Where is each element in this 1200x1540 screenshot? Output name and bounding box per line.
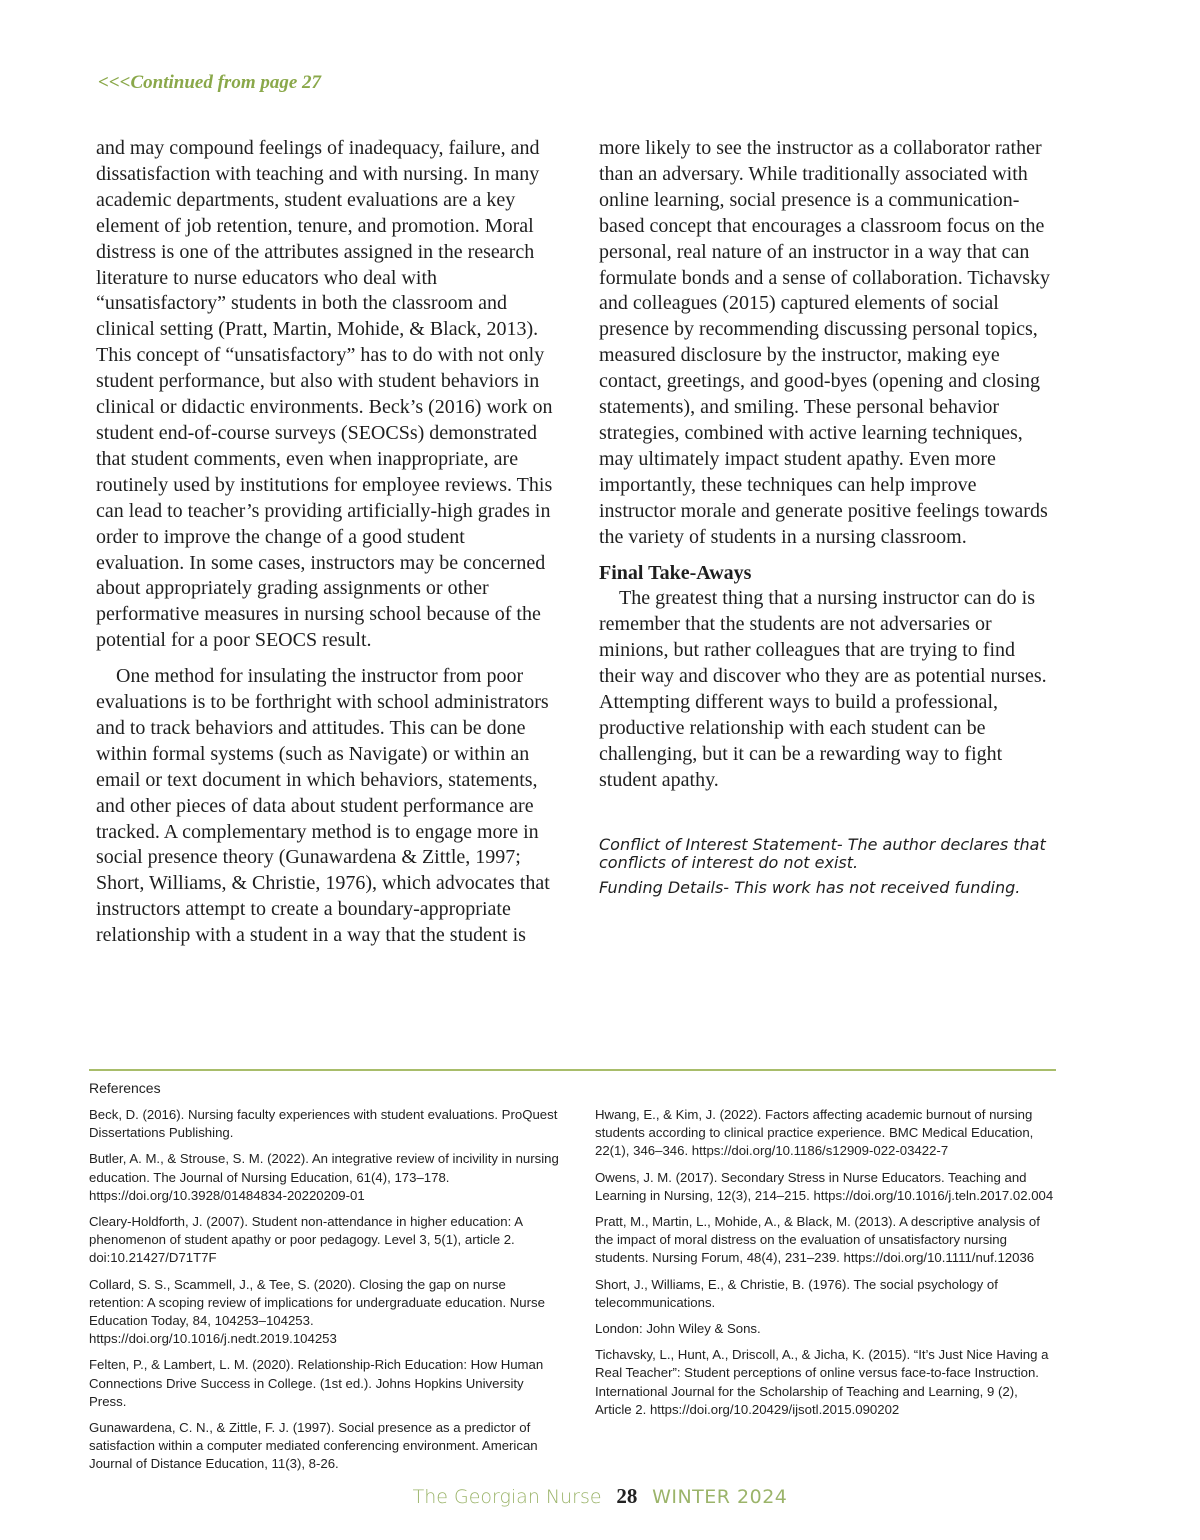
page-footer <box>0 1484 1200 1509</box>
reference-item: Hwang, E., & Kim, J. (2022). Factors affecting academic burnout of nursing students according to clinical practice experience. BMC Medical Education, 22(1), 346–346. https://doi.org/10.1186/s12909-022-03422-7 <box>595 1107 1034 1159</box>
reference-item: Gunawardena, C. N., & Zittle, F. J. (1997). Social presence as a predictor of satisfaction within a computer mediated conferencing environment. American Journal of Distance Education, 11(3), 8-26. <box>89 1420 538 1472</box>
references-divider <box>89 1069 1056 1071</box>
reference-item: Collard, S. S., Scammell, J., & Tee, S. (2020). Closing the gap on nurse retention: A scoping review of implications for undergraduate education. Nurse Education Today, 84, 104253–104253. https://doi.org/10.1016/j.nedt.2019.104253 <box>89 1276 545 1347</box>
body-paragraph: more likely to see the instructor as a collaborator rather than an adversary. While traditionally associated with online learning, social presence is a communication-based concept that encourages a classroom focus on the personal, real nature of an instructor in a way that can formulate bonds and a sense of collaboration. Tichavsky and colleagues (2015) captured elements of social presence by recommending discussing personal topics, measured disclosure by the instructor, making eye contact, greetings, and good-byes (opening and closing statements), and smiling. These personal behavior strategies, combined with active learning techniques, may ultimately impact student apathy. Even more importantly, these techniques can help improve instructor morale and generate positive feelings towards the variety of students in a nursing classroom. <box>599 137 1051 548</box>
reference-item: Tichavsky, L., Hunt, A., Driscoll, A., & Jicha, K. (2015). “It’s Just Nice Having a Real Teacher”: Student perceptions of online versus face-to-face Instruction. International Journal for the Scholarship of Teaching and Learning, 9 (2), Article 2. https://doi.org/10.20429/ijsotl.2015.090202 <box>595 1347 1049 1417</box>
body-paragraph: One method for insulating the instructor from poor evaluations is to be forthright with school administrators and to track behaviors and attitudes. This can be done within formal systems (such as Navigate) or within an email or text document in which behaviors, statements, and other pieces of data about student performance are tracked. A complementary method is to engage more in social presence theory (Gunawardena & Zittle, 1997; Short, Williams, & Christie, 1976), which advocates that instructors attempt to create a boundary-appropriate relationship with a student in a way that the student is <box>96 665 550 947</box>
reference-item: Butler, A. M., & Strouse, S. M. (2022). An integrative review of incivility in nursing education. The Journal of Nursing Education, 61(4), 173–178. https://doi.org/10.3928/01484834-20220209-01 <box>89 1151 559 1203</box>
references-left-column <box>89 1106 559 1482</box>
conflict-of-interest-statement: Conflict of Interest Statement- The author declares that conflicts of interest do not exist. <box>599 834 1046 872</box>
disclosure-statements <box>599 836 1051 897</box>
body-paragraph: The greatest thing that a nursing instructor can do is remember that the students are not adversaries or minions, but rather colleagues that are trying to find their way and discover who they are as potential nurses. Attempting different ways to build a professional, productive relationship with each student can be challenging, but it can be a rewarding way to fight student apathy. <box>599 587 1047 791</box>
references-title: References <box>89 1080 161 1096</box>
reference-item: Pratt, M., Martin, L., Mohide, A., & Black, M. (2013). A descriptive analysis of the impact of moral distress on the evaluation of unsatisfactory nursing students. Nursing Forum, 48(4), 231–239. https://doi.org/10.1111/nuf.12036 <box>595 1214 1040 1266</box>
continued-from-label: <<<Continued from page 27 <box>98 72 322 93</box>
references-right-column <box>595 1106 1057 1427</box>
reference-item: Felten, P., & Lambert, L. M. (2020). Relationship-Rich Education: How Human Connections Drive Success in College. (1st ed.). Johns Hopkins University Press. <box>89 1357 544 1409</box>
issue-season: WINTER 2024 <box>652 1486 788 1508</box>
article-right-column <box>599 136 1051 904</box>
funding-statement: Funding Details- This work has not received funding. <box>599 877 1021 897</box>
article-left-column <box>96 136 558 959</box>
body-paragraph: and may compound feelings of inadequacy, failure, and dissatisfaction with teaching and with nursing. In many academic departments, student evaluations are a key element of job retention, tenure, and promotion. Moral distress is one of the attributes assigned in the research literature to nurse educators who deal with “unsatisfactory” students in both the classroom and clinical setting (Pratt, Martin, Mohide, & Black, 2013). This concept of “unsatisfactory” has to do with not only student performance, but also with student behaviors in clinical or didactic environments. Beck’s (2016) work on student end-of-course surveys (SEOCSs) demonstrated that student comments, even when inappropriate, are routinely used by institutions for employee reviews. This can lead to teacher’s providing artificially-high grades in order to improve the change of a good student evaluation. In some cases, instructors may be concerned about appropriately grading assignments or other performative measures in nursing school because of the potential for a poor SEOCS result. <box>96 137 553 652</box>
reference-item: Beck, D. (2016). Nursing faculty experiences with student evaluations. ProQuest Dissertations Publishing. <box>89 1107 558 1141</box>
reference-item: Owens, J. M. (2017). Secondary Stress in Nurse Educators. Teaching and Learning in Nursing, 12(3), 214–215. https://doi.org/10.1016/j.teln.2017.02.004 <box>595 1169 1054 1203</box>
section-heading: Final Take-Aways <box>599 561 752 584</box>
reference-item: Cleary-Holdforth, J. (2007). Student non-attendance in higher education: A phenomenon of student apathy or poor pedagogy. Level 3, 5(1), article 2. doi:10.21427/D71T7F <box>89 1214 523 1266</box>
publication-name: The Georgian Nurse <box>412 1486 602 1508</box>
page-number: 28 <box>616 1484 638 1508</box>
reference-item: Short, J., Williams, E., & Christie, B. (1976). The social psychology of telecommunications. <box>595 1276 998 1310</box>
reference-item: London: John Wiley & Sons. <box>595 1321 761 1337</box>
